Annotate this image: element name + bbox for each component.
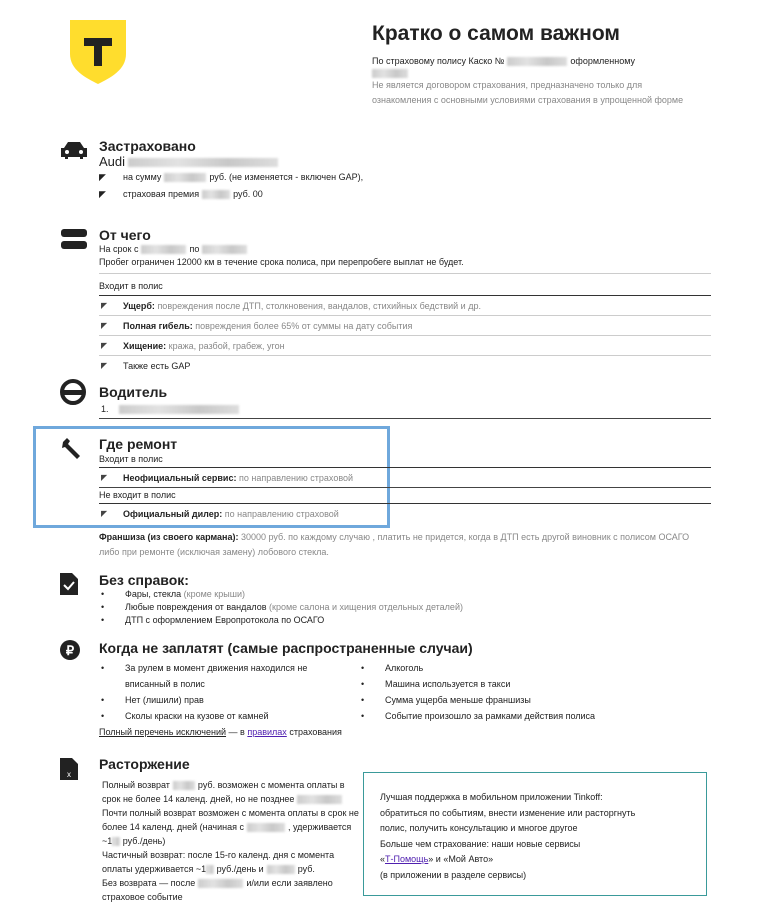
support-line: Лучшая поддержка в мобильном приложении Tinkoff:	[380, 792, 603, 802]
risk-text: повреждения после ДТП, столкновения, вандалов, стихийных бедствий и др.	[157, 301, 481, 311]
risk-text: кража, разбой, грабеж, угон	[168, 341, 285, 351]
dash-text: — в	[228, 727, 245, 737]
sum-suffix: руб. (не изменяется - включен GAP),	[209, 172, 364, 182]
t-help-link[interactable]: Т-Помощь	[385, 854, 429, 864]
item-text: Любые повреждения от вандалов	[125, 602, 267, 612]
risk-item: ◤ Также есть GAP	[101, 361, 191, 371]
cancel-line: и/или если заявлено страховое событие	[102, 878, 333, 902]
no-docs-item	[99, 601, 711, 614]
cancel-line: Почти полный возврат возможен с момента оплаты в срок не более 14 календ. дней (начиная с	[102, 808, 359, 832]
cancel-line: руб. возможен с момента оплаты в срок не более 14 календ. дней, но не позднее	[102, 780, 345, 804]
page-title: Кратко о самом важном	[372, 22, 620, 45]
cancel-line: руб./день)	[122, 836, 166, 846]
policy-suffix: оформленному	[570, 56, 636, 66]
item-note: (кроме салона и хищения отдельных деталей)	[269, 602, 463, 612]
insured-title: Застраховано	[99, 138, 196, 154]
mileage-note: Пробег ограничен 12000 км в течение срока полиса, при перепробеге выплат не будет.	[99, 256, 711, 274]
driver-number: 1.	[101, 404, 109, 414]
svg-text:x: x	[67, 770, 71, 779]
full-exclusions-link[interactable]: Полный перечень исключений	[99, 727, 227, 737]
disclaimer: Не является договором страхования, предназначено только для ознакомления с основными условиями страхования в упрощенной форме	[372, 80, 684, 106]
svg-text:₽: ₽	[65, 643, 75, 658]
risk-label: Хищение:	[123, 341, 167, 351]
rules-link[interactable]: правилах	[247, 727, 287, 737]
no-docs-title: Без справок:	[99, 572, 189, 588]
risk-label: Полная гибель:	[123, 321, 193, 331]
cancel-text	[99, 778, 359, 904]
repair-excluded: Не входит в полис	[99, 488, 711, 504]
sum-prefix: на сумму	[123, 172, 162, 182]
risk-item: ◤ Полная гибель: повреждения более 65% от суммы на дату события	[99, 316, 711, 336]
repair-text: по направлению страховой	[238, 473, 354, 483]
franchise-label: Франшиза (из своего кармана):	[99, 532, 239, 542]
no-pay-item: • Машина используется в такси	[359, 676, 595, 692]
list-icon	[60, 228, 88, 252]
no-pay-title: Когда не заплатят (самые распространенные случаи)	[99, 640, 473, 656]
ruble-icon	[60, 640, 80, 662]
cancel-line: руб.	[297, 864, 315, 874]
repair-item: ◤ Официальный дилер: по направлению страховой	[101, 509, 339, 519]
no-pay-item: • Алкоголь	[359, 660, 595, 676]
support-line: обратиться по событиям, внести изменение или расторгнуть	[380, 807, 636, 818]
document-check-icon	[60, 573, 78, 597]
driver-title: Водитель	[99, 384, 168, 400]
no-pay-item: • Нет (лишили) прав	[99, 692, 359, 708]
risk-text: повреждения более 65% от суммы на дату события	[195, 321, 413, 331]
no-docs-item	[99, 614, 711, 627]
repair-title: Где ремонт	[99, 436, 178, 452]
support-box: Лучшая поддержка в мобильном приложении Tinkoff: обратиться по событиям, внести изменение или расторгнуть полис, получить консультацию и многое другое Больше чем страхование: наши новые сервисы «Т-Помощь» и «Мой Авто» (в приложении в разделе сервисы)	[363, 772, 707, 896]
repair-included: Входит в полис	[99, 452, 711, 468]
premium-suffix: руб. 00	[233, 189, 263, 199]
support-line: полис, получить консультацию и многое другое	[380, 823, 578, 833]
risk-label: Также есть GAP	[123, 361, 191, 371]
repair-item: ◤ Неофициальный сервис: по направлению страховой	[99, 468, 711, 488]
my-auto-text: и «Мой Авто»	[435, 854, 494, 864]
rules-suffix: страхования	[289, 727, 342, 737]
document-x-icon	[60, 758, 78, 782]
logo	[70, 20, 126, 84]
risks-title: От чего	[99, 227, 151, 243]
term-mid: по	[189, 244, 200, 254]
no-pay-item: • Сумма ущерба меньше франшизы	[359, 692, 595, 708]
policy-prefix: По страховому полису Каско №	[372, 56, 505, 66]
item-text: Фары, стекла	[125, 589, 182, 599]
item-text: ДТП с оформлением Европротокола по ОСАГО	[125, 615, 325, 625]
support-line: Больше чем страхование: наши новые сервисы	[380, 838, 581, 849]
risk-item: ◤ Хищение: кража, разбой, грабеж, угон	[99, 336, 711, 356]
cancel-line: Без возврата — после	[102, 878, 196, 888]
franchise-text: 30000 руб. по каждому случаю , платить не придется, когда в ДТП есть другой виновник с полисом ОСАГО либо при ремонте (исключая замену) лобового стекла.	[99, 532, 690, 557]
wrench-icon	[60, 436, 84, 462]
repair-label: Официальный дилер:	[123, 509, 223, 519]
cancel-line: руб./день и	[216, 864, 264, 874]
repair-label: Неофициальный сервис:	[123, 473, 237, 483]
no-docs-item	[99, 588, 711, 601]
no-pay-item: • Сколы краски на кузове от камней	[99, 708, 359, 724]
included-label: Входит в полис	[99, 277, 711, 296]
steering-wheel-icon	[60, 379, 86, 407]
cancel-title: Расторжение	[99, 756, 190, 772]
cancel-line: Частичный возврат: после 15-го календ. дня с момента оплаты удерживается ~1	[102, 850, 335, 874]
car-model: Audi	[99, 154, 126, 169]
risk-label: Ущерб:	[123, 301, 155, 311]
support-line: (в приложении в разделе сервисы)	[380, 869, 527, 880]
premium-prefix: страховая премия	[123, 189, 200, 199]
car-icon	[60, 140, 88, 162]
repair-text: по направлению страховой	[224, 509, 339, 519]
risk-item: ◤ Ущерб: повреждения после ДТП, столкновения, вандалов, стихийных бедствий и др.	[99, 296, 711, 316]
term-prefix: На срок с	[99, 244, 139, 254]
no-pay-item: • За рулем в момент движения находился не вписанный в полис	[99, 660, 329, 692]
no-pay-item: • Событие произошло за рамками действия полиса	[359, 708, 595, 724]
cancel-line: Полный возврат	[102, 780, 170, 790]
item-note: (кроме крыши)	[183, 589, 245, 599]
cancel-line: , удерживается ~1	[102, 822, 352, 846]
